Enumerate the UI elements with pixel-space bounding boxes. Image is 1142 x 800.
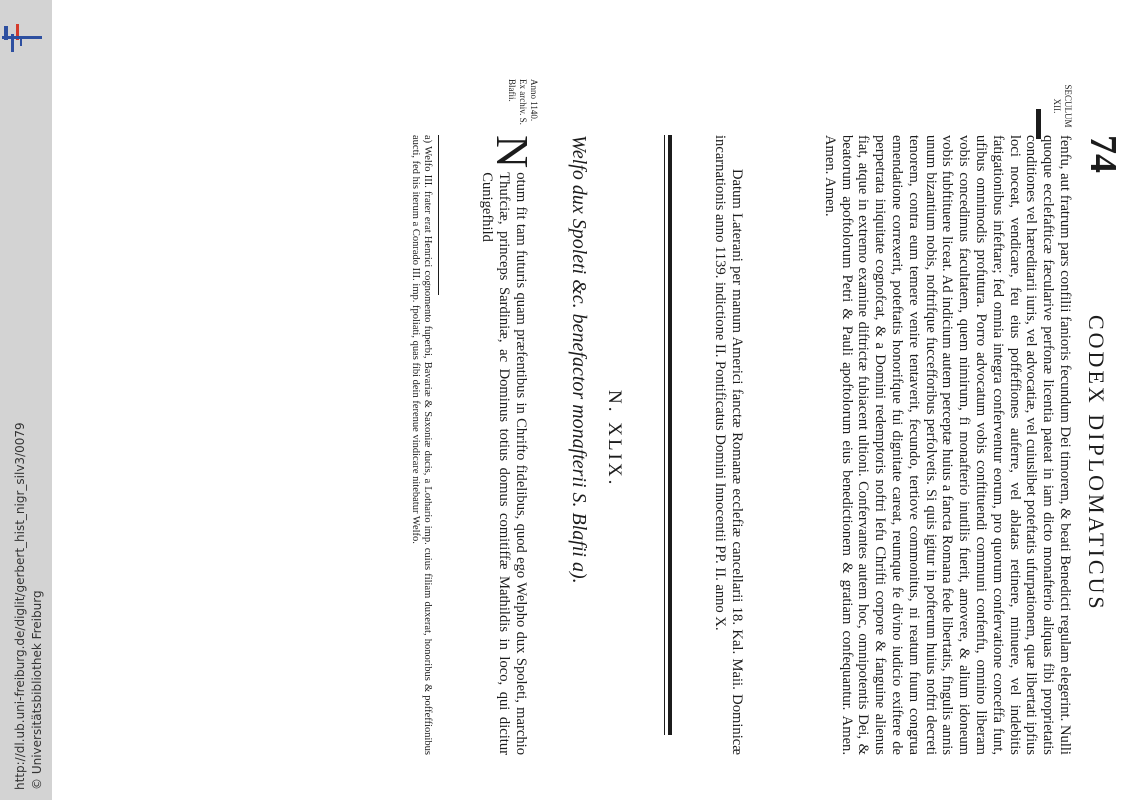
dating-clause (711, 135, 745, 755)
credit-text (12, 422, 46, 790)
margin-seculum: SECULUM XII. (1052, 84, 1073, 128)
footnote: a) Welfo III. frater erat Henrici cognomento fuperbi, Bavariæ & Saxoniæ ducis, a Lothario imp. cuius filiam duxerat, honoribus & poffeffionibus aucti, fed his iterum a Conrado III. imp. fpoliati, quas fibi dein ferenue vindicare nitebatur Welfo. (409, 135, 433, 755)
viewer-sidebar (0, 0, 52, 800)
scanned-page (53, 0, 1140, 800)
paragraph-notum: otum fit tam futuris quam præfentibus in Chrifto fidelibus, quod ego Welpho dux Spoleti, marchio Thufciæ, princeps Sardiniæ, ac Dominus totius domus comitiffæ Mathildis in loco, qui dicitur Cunigefhild (479, 172, 529, 755)
ub-freiburg-logo-icon[interactable] (2, 20, 42, 56)
new-charter-text (479, 135, 538, 755)
paragraph-datum: Datum Laterani per manum Americi fanctæ Romanæ ecclefiæ cancellarii 18. Kal. Maii. Dominicæ incarnationis anno 1139. indictione II. Pontificatus Domini Innocentii PP. II. anno X. (712, 135, 745, 755)
section-divider (668, 135, 672, 735)
drop-cap: N (487, 135, 538, 169)
paragraph-charter: fenfu, aut fratrum pars confilii fanioris fecundum Dei timorem, & beati Benedicti regulam elegerint. Nulli quoque ecclefafticæ fæcularive perfonæ licentia pateat in iam dicto monafterio aliquas fibi proprietatis conditiones vel hæreditarii iuris, vel advocatiæ, vel cuiuslibet poteftatis ufurpationem, quæ libertati ipfius loci noceat, vendicare, feu eius poffeffiones auferre, vel ablatas retinere, minuere, vel indebitis fatigationibus infeftare; fed omnia integra conferventur eorum, pro quorum confervatione conceffa funt, ufibus omnimodis profutura. Porro advocatum vobis conftituendi communi confenfu, omnino liberam vobis concedimus facultatem, quem nimirum, fi monafterio inutilis fuerit, amovere, & alium idoneum vobis fubftituere liceat. Ad indicium autem perceptæ huius a fancta Romana fede libertatis, fingulis annis unum bizantium nobis, noftrifque fuccefforibus perfolvetis. Si quis igitur in pofterum huius noftri decreti tenorem, contra eum temere venire tentaverit, fecundo, tertiove commonitus, ni reatum fuum congrua emendatione correxerit, poteftatis honorifque fui dignitate careat, reumque fe divino iudicio exiftere de perpetrata iniquitate cognofcat, & a Domini redemptoris noftri Iefu Chrifti corpore & fanguine alienus fiat, atque in extremo examine diftrictæ fubiacent ultioni. Confervantes autem hoc, omnipotentis Dei, & beatorum apoftolorum Petri & Pauli apoftolorum eius benedictionem & gratiam confequantur. Amen. Amen. Amen. (821, 135, 1073, 755)
rotated-page-content (95, 79, 1125, 775)
running-head: CODEX DIPLOMATICUS (1084, 315, 1109, 612)
document-number: N. XLIX. (604, 390, 625, 488)
book-page (95, 79, 1125, 775)
source-url[interactable]: http://dl.ub.uni-freiburg.de/diglit/gerbert_hist_nigr_silv3/0079 (13, 422, 27, 790)
footnote-rule (438, 135, 439, 295)
copyright-line: © Universitätsbibliothek Freiburg (30, 590, 44, 790)
margin-note: Anno 1140. Ex archiv. S. Blafii. (507, 79, 539, 125)
document-rubric: Welfo dux Spoleti &c. benefactor monafterii S. Blafii a). (568, 135, 590, 584)
page-number: 74 (1082, 135, 1124, 173)
charter-text-continued (821, 135, 1073, 755)
